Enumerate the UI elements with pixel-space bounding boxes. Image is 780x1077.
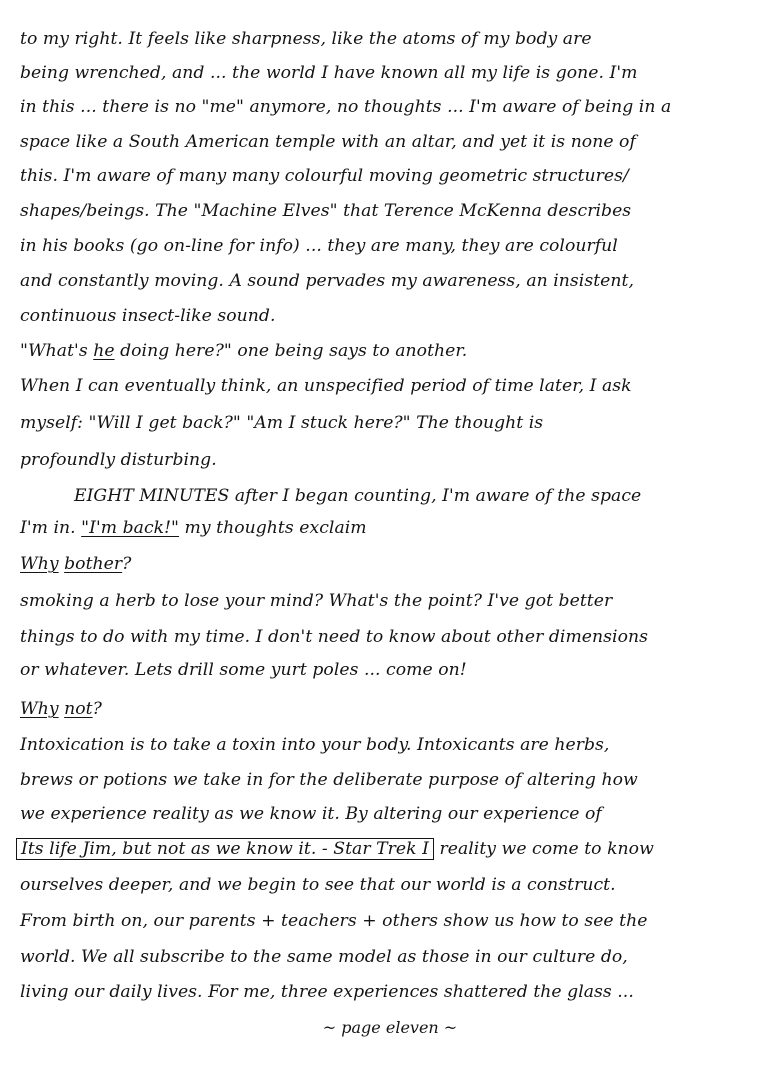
text-line: we experience reality as we know it. By altering our experience of	[20, 804, 602, 824]
text-line: myself: "Will I get back?" "Am I stuck here?" The thought is	[20, 413, 544, 433]
text-line: From birth on, our parents + teachers + others show us how to see the	[20, 911, 648, 931]
heading-word: Why	[20, 554, 59, 574]
text-line: continuous insect-like sound.	[20, 306, 276, 326]
heading-mark: ?	[92, 699, 102, 719]
underlined-he: he	[93, 341, 115, 361]
text-line: being wrenched, and ... the world I have known all my life is gone. I'm	[20, 63, 638, 83]
text-line: to my right. It feels like sharpness, like the atoms of my body are	[20, 29, 592, 49]
quote-close: doing here?" one being says to another.	[114, 341, 468, 361]
heading-word: bother	[64, 554, 123, 574]
back-line	[20, 517, 367, 539]
text-line: in his books (go on-line for info) ... they are many, they are colourful	[20, 236, 618, 256]
heading-why-bother	[20, 553, 131, 575]
quote-open: "What's	[20, 341, 94, 361]
page-footer: ~ page eleven ~	[322, 1018, 458, 1037]
boxed-star-trek-quote: Its life Jim, but not as we know it. - Star Trek I	[16, 838, 434, 860]
heading-mark: ?	[122, 554, 132, 574]
underlined-im-back: "I'm back!"	[81, 518, 180, 538]
text-line: Intoxication is to take a toxin into your body. Intoxicants are herbs,	[20, 735, 610, 755]
quote-line	[20, 340, 467, 362]
back-pre: I'm in.	[20, 518, 82, 538]
text-line: this. I'm aware of many many colourful moving geometric structures/	[20, 166, 629, 186]
startrek-line	[20, 838, 654, 860]
text-line: space like a South American temple with an altar, and yet it is none of	[20, 132, 636, 152]
text-line: EIGHT MINUTES after I began counting, I'm aware of the space	[74, 486, 642, 506]
heading-word: not	[64, 699, 93, 719]
text-line: in this ... there is no "me" anymore, no thoughts ... I'm aware of being in a	[20, 97, 672, 117]
startrek-rest: reality we come to know	[433, 839, 654, 859]
text-line: shapes/beings. The "Machine Elves" that Terence McKenna describes	[20, 201, 632, 221]
text-line: brews or potions we take in for the deliberate purpose of altering how	[20, 770, 638, 790]
back-post: my thoughts exclaim	[179, 518, 367, 538]
text-line: or whatever. Lets drill some yurt poles ... come on!	[20, 660, 467, 680]
text-line: world. We all subscribe to the same model as those in our culture do,	[20, 947, 628, 967]
text-line: ourselves deeper, and we begin to see that our world is a construct.	[20, 875, 616, 895]
text-line: living our daily lives. For me, three experiences shattered the glass ...	[20, 982, 634, 1002]
heading-word: Why	[20, 699, 59, 719]
text-line: and constantly moving. A sound pervades my awareness, an insistent,	[20, 271, 634, 291]
heading-why-not	[20, 698, 102, 720]
text-line: profoundly disturbing.	[20, 450, 217, 470]
text-line: things to do with my time. I don't need to know about other dimensions	[20, 627, 648, 647]
text-line: When I can eventually think, an unspecified period of time later, I ask	[20, 376, 632, 396]
text-line: smoking a herb to lose your mind? What's the point? I've got better	[20, 591, 613, 611]
